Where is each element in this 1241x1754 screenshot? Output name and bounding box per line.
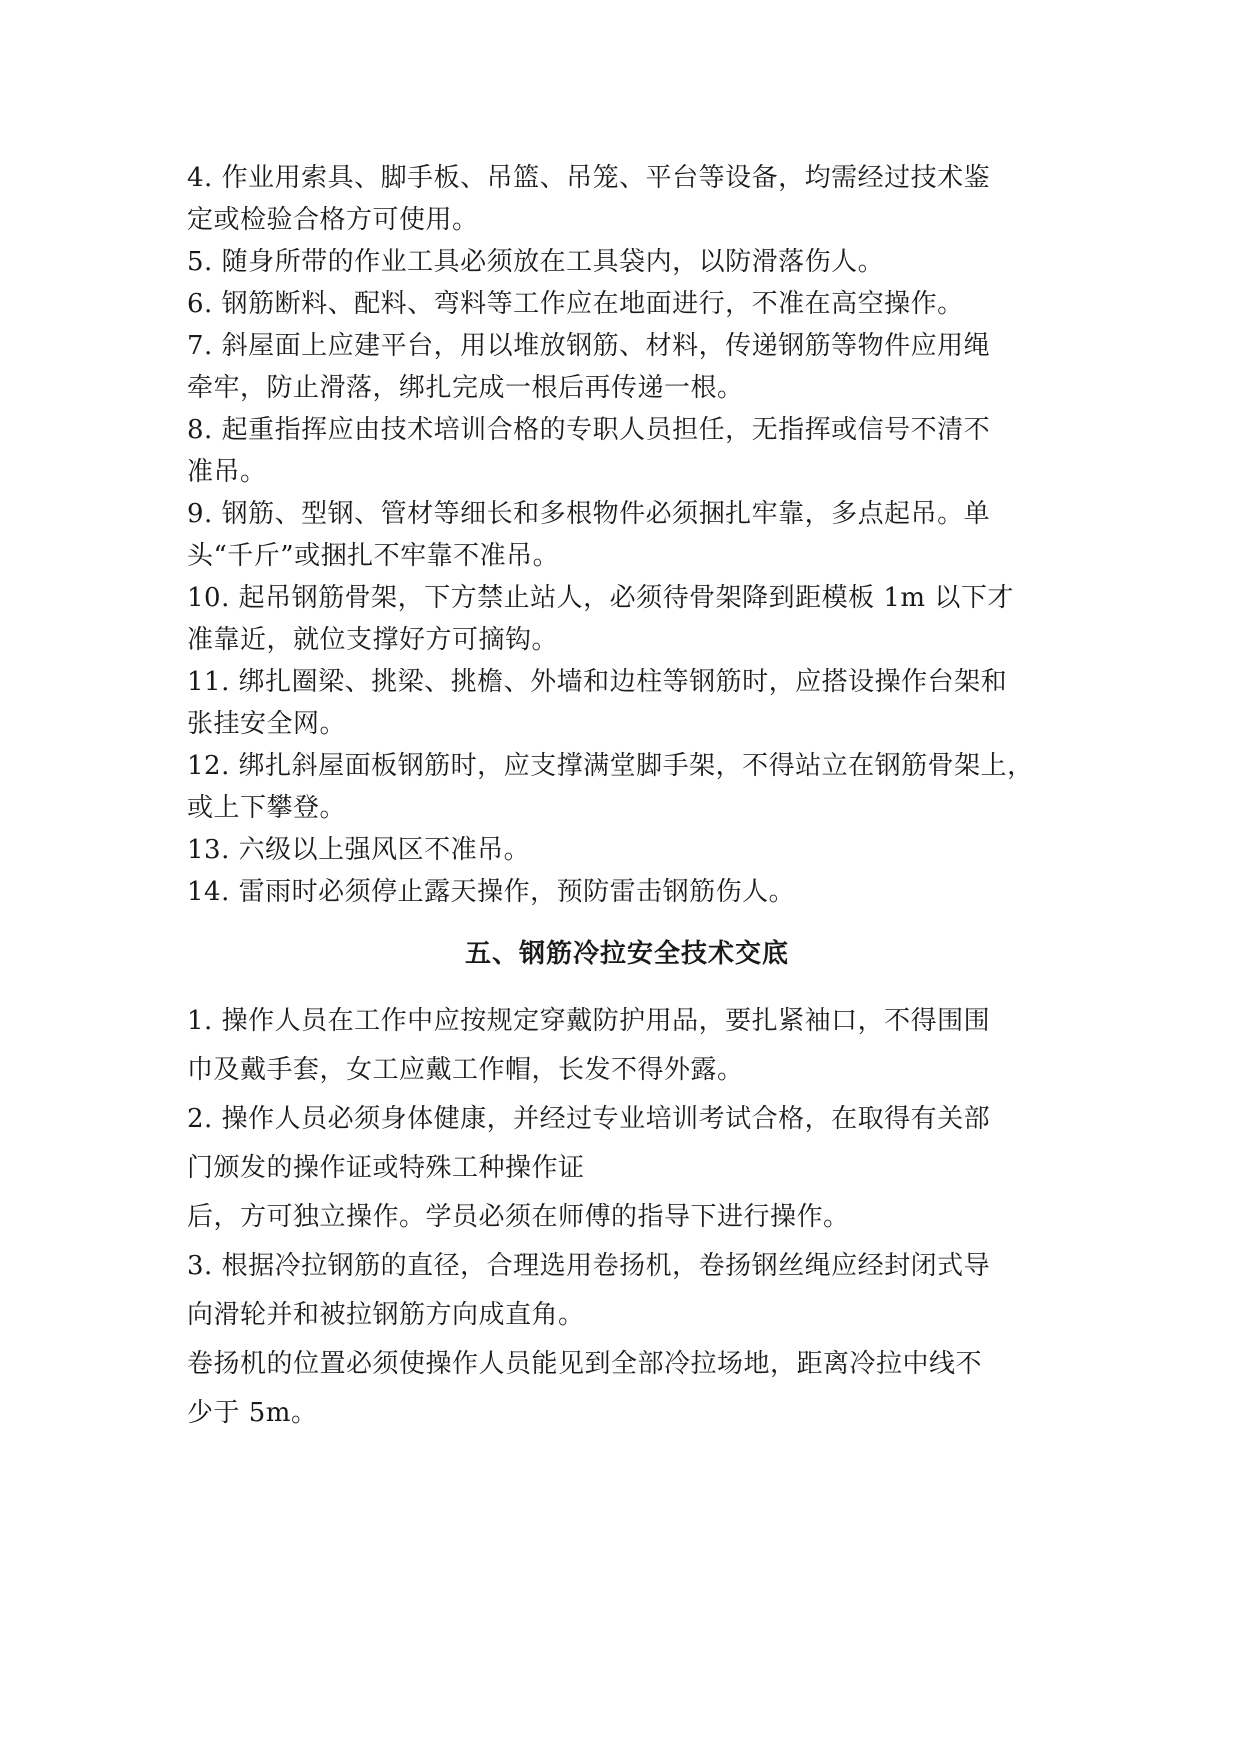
text-line: 少于 5m。 (187, 1398, 318, 1428)
text-line: 1. 操作人员在工作中应按规定穿戴防护用品，要扎紧袖口，不得围围 (187, 1006, 991, 1036)
text-line: 7. 斜屋面上应建平台，用以堆放钢筋、材料，传递钢筋等物件应用绳 (187, 331, 991, 361)
text-line: 定或检验合格方可使用。 (187, 205, 479, 235)
cold-drawing-section (187, 997, 1067, 1438)
text-line: 准靠近，就位支撑好方可摘钩。 (187, 625, 559, 655)
text-line: 6. 钢筋断料、配料、弯料等工作应在地面进行，不准在高空操作。 (187, 289, 964, 319)
text-line: 卷扬机的位置必须使操作人员能见到全部冷拉场地，距离冷拉中线不 (187, 1349, 983, 1379)
text-line: 10. 起吊钢筋骨架，下方禁止站人，必须待骨架降到距模板 1m 以下才 (187, 583, 1014, 613)
document-body (187, 157, 1067, 1438)
text-line: 14. 雷雨时必须停止露天操作，预防雷击钢筋伤人。 (187, 877, 796, 907)
text-line: 3. 根据冷拉钢筋的直径，合理选用卷扬机，卷扬钢丝绳应经封闭式导 (187, 1251, 991, 1281)
text-line: 张挂安全网。 (187, 709, 347, 739)
text-line: 巾及戴手套，女工应戴工作帽，长发不得外露。 (187, 1055, 744, 1085)
text-line: 13. 六级以上强风区不准吊。 (187, 835, 531, 865)
text-line: 牵牢，防止滑落，绑扎完成一根后再传递一根。 (187, 373, 744, 403)
text-line: 12. 绑扎斜屋面板钢筋时，应支撑满堂脚手架，不得站立在钢筋骨架上， (187, 751, 1034, 781)
text-line: 5. 随身所带的作业工具必须放在工具袋内，以防滑落伤人。 (187, 247, 885, 277)
text-line: 2. 操作人员必须身体健康，并经过专业培训考试合格，在取得有关部 (187, 1104, 991, 1134)
text-line: 头“千斤”或捆扎不牢靠不准吊。 (187, 541, 560, 571)
text-line: 或上下攀登。 (187, 793, 347, 823)
text-line: 9. 钢筋、型钢、管材等细长和多根物件必须捆扎牢靠，多点起吊。单 (187, 499, 991, 529)
text-line: 向滑轮并和被拉钢筋方向成直角。 (187, 1300, 585, 1330)
section-heading: 五、钢筋冷拉安全技术交底 (464, 939, 789, 969)
text-line: 准吊。 (187, 457, 267, 487)
safety-rules-section (187, 157, 1067, 913)
text-line: 后，方可独立操作。学员必须在师傅的指导下进行操作。 (187, 1202, 850, 1232)
text-line: 11. 绑扎圈梁、挑梁、挑檐、外墙和边柱等钢筋时，应搭设操作台架和 (187, 667, 1008, 697)
text-line: 门颁发的操作证或特殊工种操作证 (187, 1153, 585, 1183)
text-line: 8. 起重指挥应由技术培训合格的专职人员担任，无指挥或信号不清不 (187, 415, 991, 445)
text-line: 4. 作业用索具、脚手板、吊篮、吊笼、平台等设备，均需经过技术鉴 (187, 163, 991, 193)
